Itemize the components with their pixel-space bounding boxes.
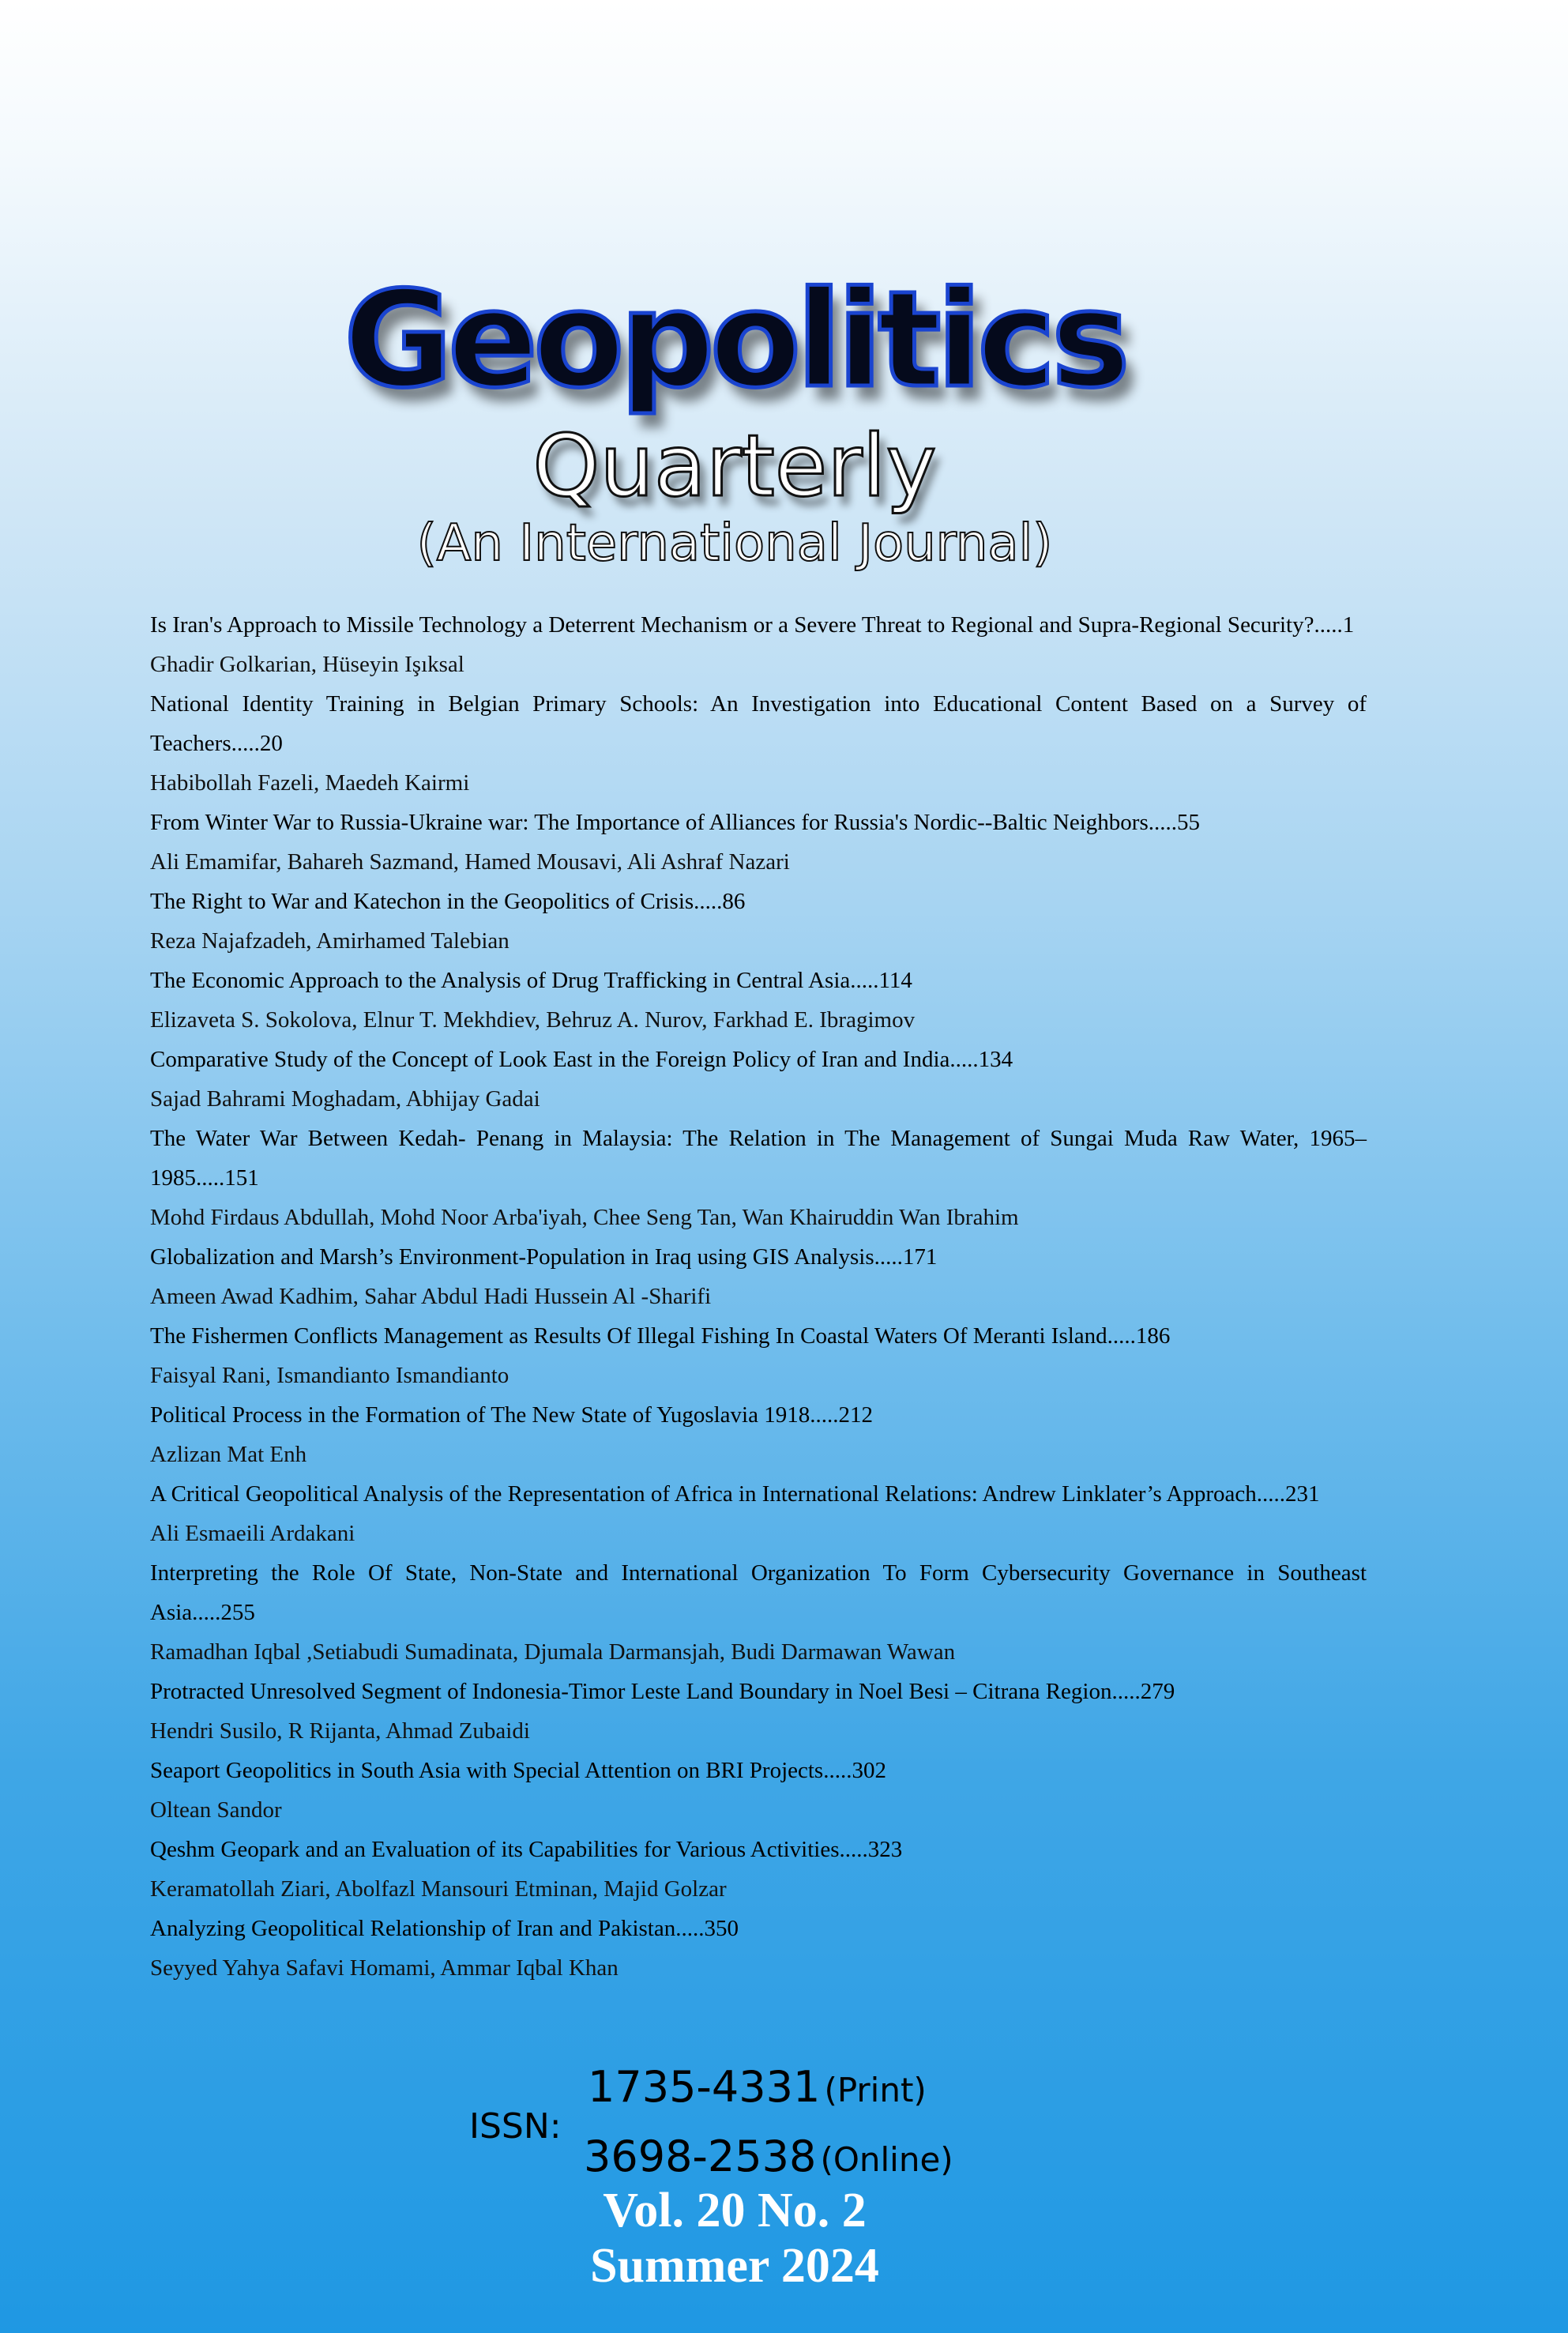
toc-title-text: The Right to War and Katechon in the Geopolitics of Crisis (150, 889, 694, 914)
toc-authors: Ghadir Golkarian, Hüseyin Işıksal (150, 652, 464, 677)
toc-page-number: 114 (878, 968, 912, 993)
toc-title-text: Interpreting the Role Of State, Non-State and International Organization To Form Cybersecurity Governance in Southeast Asia (150, 1560, 1367, 1625)
toc-entry (150, 684, 1367, 803)
toc-dot-leader: ..... (231, 731, 260, 756)
toc-dot-leader: ..... (694, 889, 723, 914)
toc-title-text: Analyzing Geopolitical Relationship of Iran and Pakistan (150, 1916, 676, 1941)
toc-title-text: The Fishermen Conflicts Management as Results Of Illegal Fishing In Coastal Waters Of Meranti Island (150, 1323, 1107, 1349)
toc-article-title (150, 1672, 1367, 1711)
toc-authors: Ameen Awad Kadhim, Sahar Abdul Hadi Hussein Al -Sharifi (150, 1284, 712, 1309)
toc-entry (150, 1316, 1367, 1395)
toc-authors: Faisyal Rani, Ismandianto Ismandianto (150, 1363, 510, 1388)
toc-authors: Hendri Susilo, R Rijanta, Ahmad Zubaidi (150, 1718, 530, 1744)
toc-article-title (150, 1474, 1367, 1514)
toc-entry (150, 1237, 1367, 1316)
toc-dot-leader: ..... (1111, 1679, 1141, 1704)
toc-authors: Sajad Bahrami Moghadam, Abhijay Gadai (150, 1086, 540, 1112)
toc-title-text: The Economic Approach to the Analysis of Drug Trafficking in Central Asia (150, 968, 851, 993)
issn-label: ISSN: (469, 2106, 562, 2147)
toc-page-number: 1 (1342, 612, 1355, 638)
issn-print-number: 1735-4331 (588, 2062, 821, 2112)
toc-entry (150, 1119, 1367, 1237)
toc-article-title (150, 1395, 1367, 1435)
toc-title-text: Is Iran's Approach to Missile Technology a Deterrent Mechanism or a Severe Threat to Regional and Supra-Regional Security? (150, 612, 1314, 638)
toc-entry (150, 803, 1367, 882)
issn-print (588, 2062, 927, 2112)
toc-article-title (150, 1830, 1367, 1869)
toc-entry (150, 1830, 1367, 1909)
toc-entry (150, 1672, 1367, 1751)
toc-page-number: 186 (1135, 1323, 1171, 1349)
toc-title-text: National Identity Training in Belgian Primary Schools: An Investigation into Educational Content Based on a Survey of Teachers (150, 691, 1367, 756)
toc-authors: Ali Emamifar, Bahareh Sazmand, Hamed Mousavi, Ali Ashraf Nazari (150, 849, 790, 875)
toc-page-number: 350 (704, 1916, 739, 1941)
toc-dot-leader: ..... (850, 968, 879, 993)
toc-article-title (150, 1751, 1367, 1790)
toc-article-title (150, 1316, 1367, 1356)
toc-entry (150, 882, 1367, 961)
toc-authors: Azlizan Mat Enh (150, 1442, 307, 1467)
toc-authors: Reza Najafzadeh, Amirhamed Talebian (150, 928, 510, 954)
toc-page-number: 171 (902, 1244, 938, 1270)
toc-title-text: A Critical Geopolitical Analysis of the Representation of Africa in International Relations: Andrew Linklater’s Approach (150, 1481, 1257, 1507)
toc-dot-leader: ..... (192, 1600, 221, 1625)
toc-entry (150, 961, 1367, 1040)
toc-page-number: 86 (722, 889, 746, 914)
toc-dot-leader: ..... (839, 1837, 868, 1862)
issue-volume: Vol. 20 No. 2 (603, 2184, 867, 2237)
toc-authors: Ali Esmaeili Ardakani (150, 1521, 355, 1546)
journal-subtitle: Quarterly (532, 417, 937, 516)
toc-title-text: Qeshm Geopark and an Evaluation of its Capabilities for Various Activities (150, 1837, 840, 1862)
toc-title-text: Protracted Unresolved Segment of Indonesia-Timor Leste Land Boundary in Noel Besi – Citrana Region (150, 1679, 1112, 1704)
toc-entry (150, 1395, 1367, 1474)
toc-title-text: The Water War Between Kedah- Penang in Malaysia: The Relation in The Management of Sungai Muda Raw Water, 1965–1985 (150, 1126, 1367, 1191)
toc-title-text: From Winter War to Russia-Ukraine war: The Importance of Alliances for Russia's Nordic--Baltic Neighbors (150, 810, 1149, 835)
issn-online (584, 2132, 953, 2181)
toc-article-title (150, 605, 1367, 645)
toc-dot-leader: ..... (949, 1047, 979, 1072)
journal-tagline: (An International Journal) (416, 514, 1053, 573)
toc-entry (150, 1040, 1367, 1119)
issue-season: Summer 2024 (590, 2239, 879, 2293)
toc-title-text: Seaport Geopolitics in South Asia with Special Attention on BRI Projects (150, 1758, 824, 1783)
toc-authors: Habibollah Fazeli, Maedeh Kairmi (150, 770, 470, 796)
toc-dot-leader: ..... (1107, 1323, 1136, 1349)
toc-authors: Oltean Sandor (150, 1797, 282, 1823)
toc-article-title (150, 803, 1367, 842)
toc-article-title (150, 684, 1367, 763)
toc-article-title (150, 1237, 1367, 1277)
toc-authors: Ramadhan Iqbal ,Setiabudi Sumadinata, Djumala Darmansjah, Budi Darmawan Wawan (150, 1639, 956, 1665)
toc-dot-leader: ..... (810, 1402, 839, 1428)
toc-authors: Elizaveta S. Sokolova, Elnur T. Mekhdiev, Behruz A. Nurov, Farkhad E. Ibragimov (150, 1007, 916, 1033)
toc-dot-leader: ..... (675, 1916, 705, 1941)
toc-title-text: Political Process in the Formation of The New State of Yugoslavia 1918 (150, 1402, 810, 1428)
toc-authors: Seyyed Yahya Safavi Homami, Ammar Iqbal Khan (150, 1955, 619, 1981)
journal-title: Geopolitics (344, 262, 1126, 417)
issn-online-number: 3698-2538 (584, 2132, 817, 2181)
toc-article-title (150, 1909, 1367, 1948)
toc-authors: Keramatollah Ziari, Abolfazl Mansouri Etminan, Majid Golzar (150, 1876, 727, 1902)
toc-article-title (150, 961, 1367, 1000)
toc-article-title (150, 1119, 1367, 1198)
toc-entry (150, 1909, 1367, 1988)
toc-article-title (150, 882, 1367, 921)
toc-dot-leader: ..... (823, 1758, 852, 1783)
toc-entry (150, 1751, 1367, 1830)
issn-print-label: (Print) (824, 2071, 927, 2109)
toc-page-number: 279 (1140, 1679, 1175, 1704)
toc-page-number: 134 (978, 1047, 1013, 1072)
table-of-contents (150, 605, 1367, 1988)
toc-page-number: 55 (1176, 810, 1200, 835)
toc-title-text: Globalization and Marsh’s Environment-Population in Iraq using GIS Analysis (150, 1244, 874, 1270)
toc-page-number: 255 (220, 1600, 255, 1625)
toc-dot-leader: ..... (874, 1244, 903, 1270)
issn-block (469, 2054, 1259, 2181)
toc-title-text: Comparative Study of the Concept of Look East in the Foreign Policy of Iran and India (150, 1047, 950, 1072)
toc-entry (150, 1474, 1367, 1553)
toc-page-number: 20 (259, 731, 283, 756)
toc-page-number: 212 (838, 1402, 873, 1428)
toc-dot-leader: ..... (1148, 810, 1177, 835)
toc-page-number: 323 (867, 1837, 903, 1862)
toc-article-title (150, 1040, 1367, 1079)
toc-entry (150, 1553, 1367, 1672)
toc-page-number: 231 (1285, 1481, 1320, 1507)
toc-page-number: 302 (852, 1758, 886, 1783)
toc-article-title (150, 1553, 1367, 1632)
toc-dot-leader: ..... (1314, 612, 1343, 638)
toc-dot-leader: ..... (1256, 1481, 1286, 1507)
issn-online-label: (Online) (820, 2140, 953, 2179)
toc-authors: Mohd Firdaus Abdullah, Mohd Noor Arba'iyah, Chee Seng Tan, Wan Khairuddin Wan Ibrahim (150, 1205, 1019, 1230)
toc-dot-leader: ..... (196, 1165, 225, 1191)
toc-entry (150, 605, 1367, 684)
toc-page-number: 151 (224, 1165, 259, 1191)
